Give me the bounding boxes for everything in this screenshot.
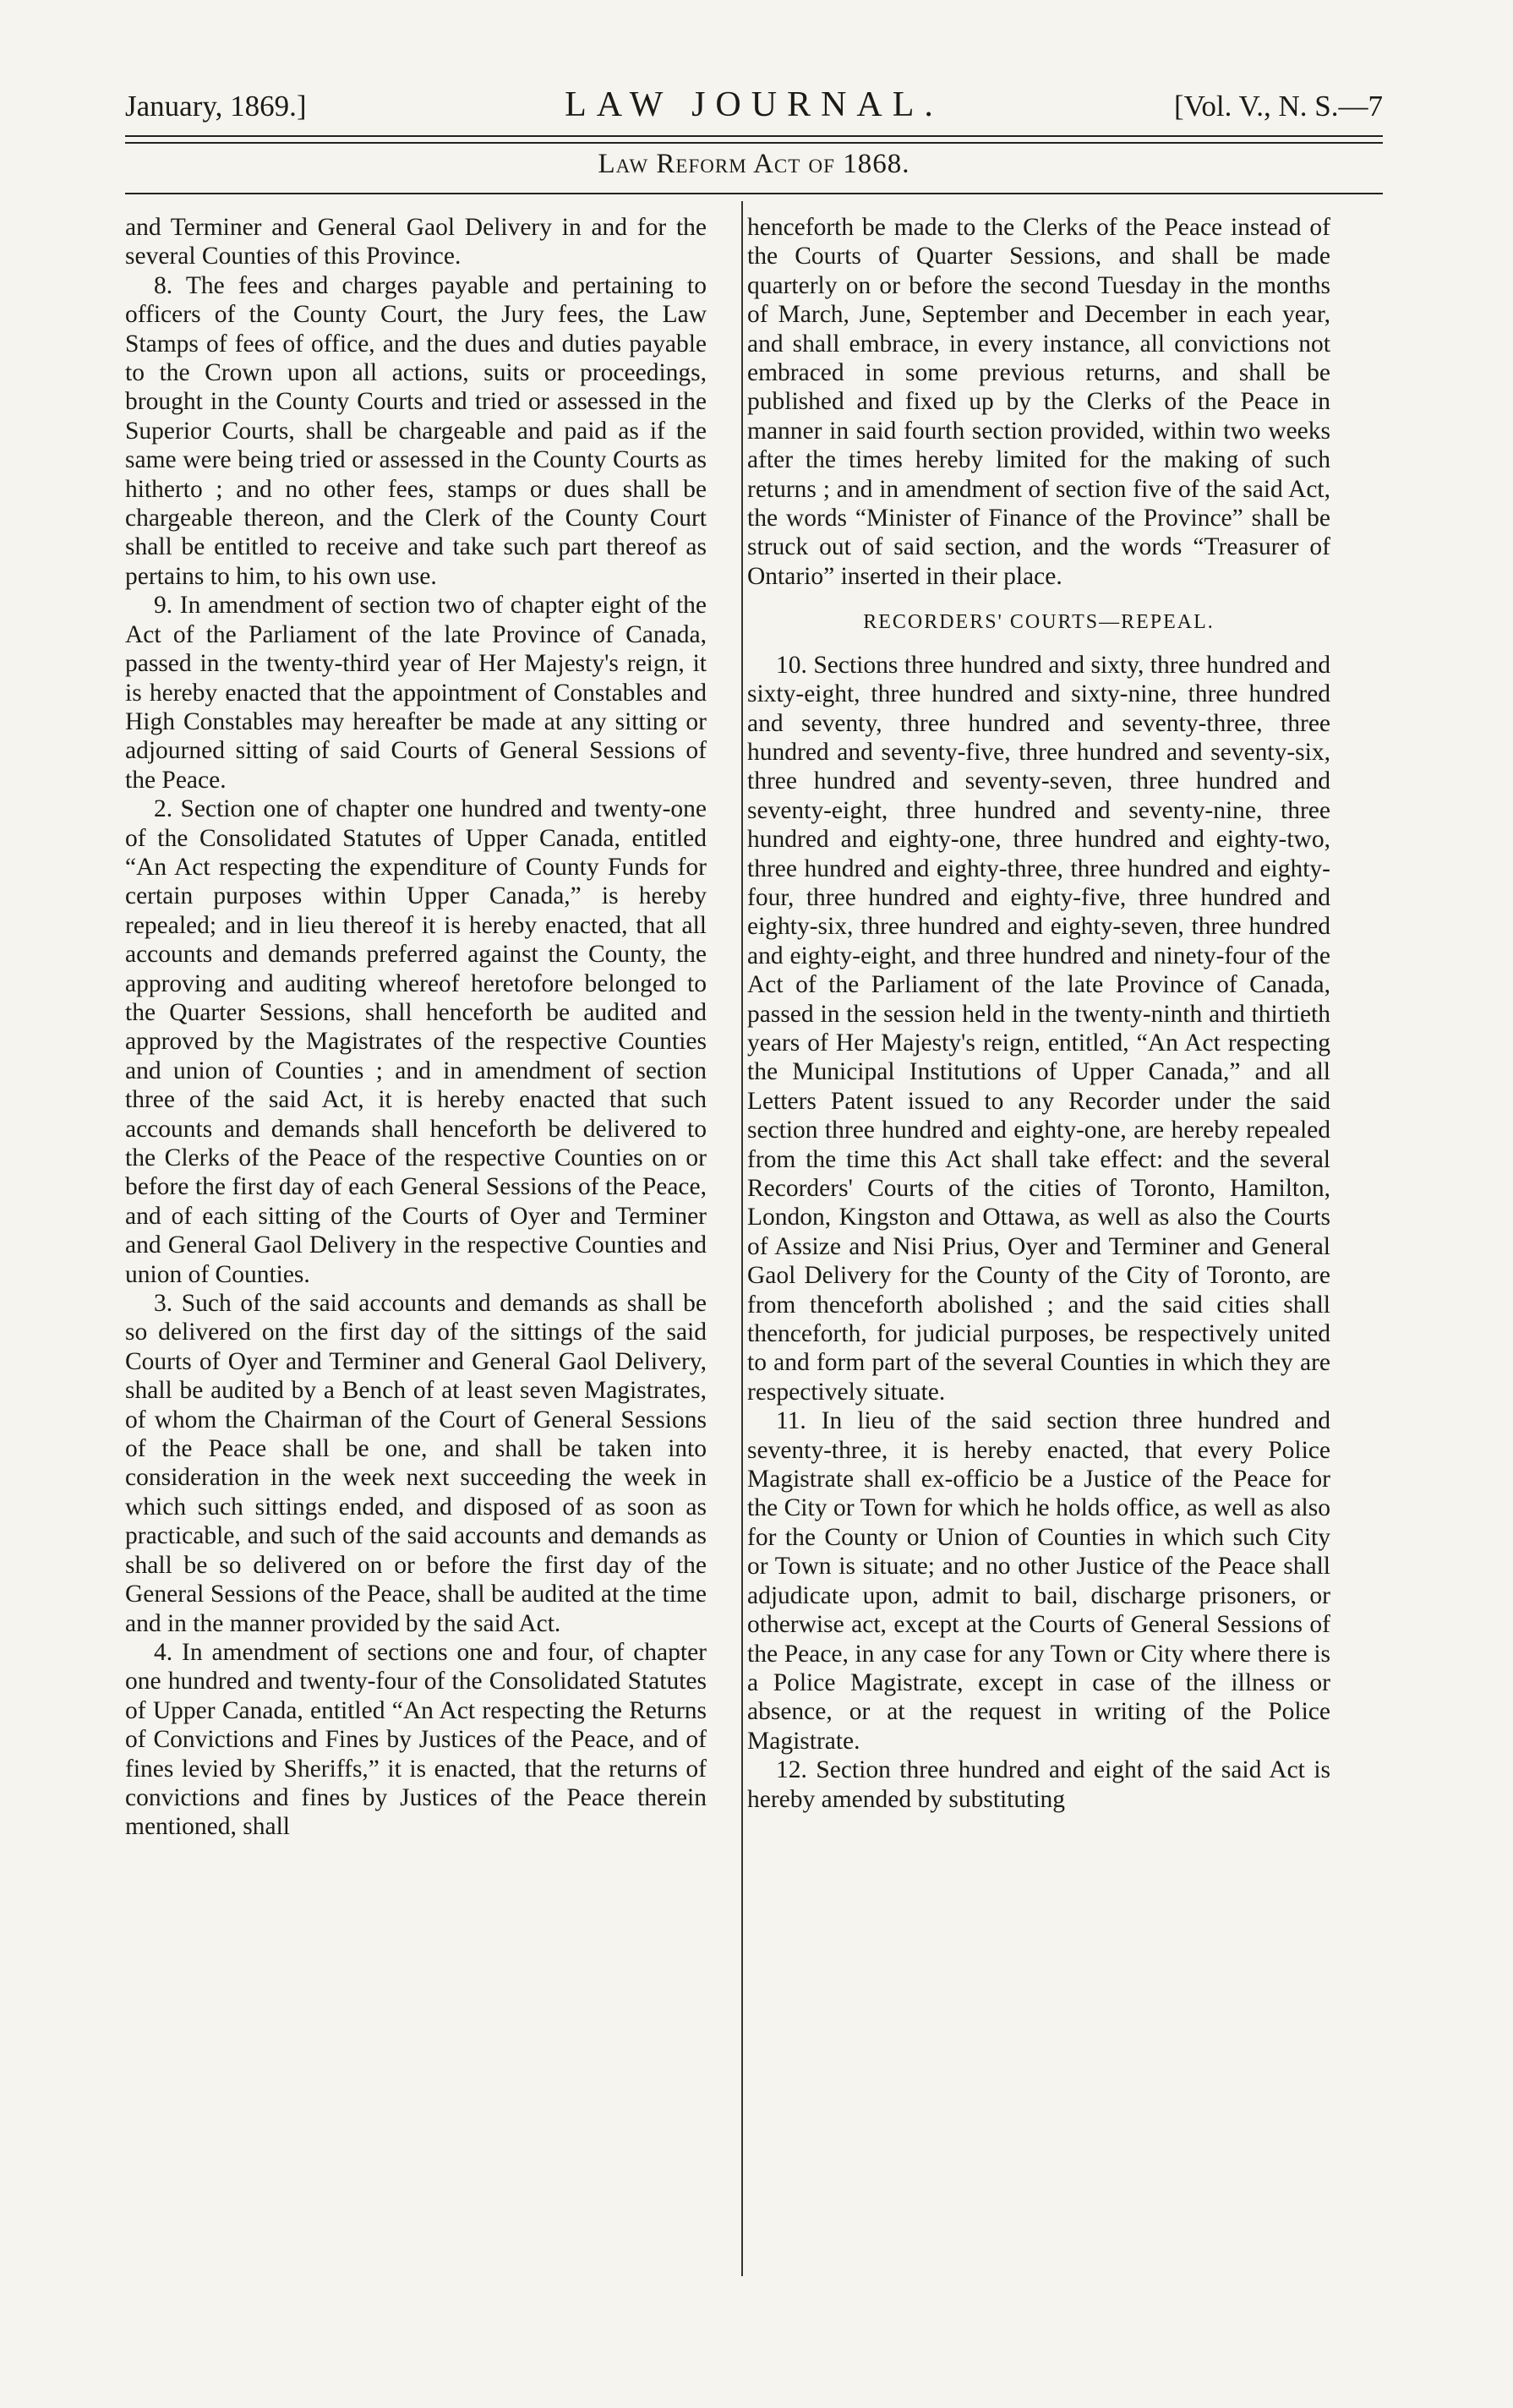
paragraph: 2. Section one of chapter one hundred and twenty-one of the Consolidated Statutes of Upper Canada, entitled “An Act respecting the expenditure of County Funds for certain purposes within Upper Canada,” is hereby repealed; and in lieu thereof it is hereby enacted, that all accounts and demands preferred against the County, the approving and auditing whereof heretofore belonged to the Quarter Sessions, shall henceforth be audited and approved by the Magistrates of the respective Counties and union of Counties ; and in amendment of section three of the said Act, it is hereby enacted that such accounts and demands shall henceforth be delivered to the Clerks of the Peace of the respective Counties on or before the first day of each General Sessions of the Peace, and of each sitting of the Courts of Oyer and Terminer and General Gaol Delivery in the respective Counties and union of Counties. [125,795,707,1288]
page-header [125,81,1383,132]
left-column [125,213,707,1842]
paragraph: 11. In lieu of the said section three hundred and seventy-three, it is hereby enacted, that every Police Magistrate shall ex-officio be a Justice of the Peace for the City or Town for which he holds office, as well as also for the County or Union of Counties in which such City or Town is situate; and no other Justice of the Peace shall adjudicate upon, admit to bail, discharge prisoners, or otherwise act, except at the Courts of General Sessions of the Peace, in any case for any Town or City where there is a Police Magistrate, except in case of the illness or absence, or at the request in writing of the Police Magistrate. [747,1407,1330,1755]
right-column [747,213,1330,1814]
header-date: January, 1869.] [125,90,307,123]
paragraph: 8. The fees and charges payable and pertaining to officers of the County Court, the Jury fees, the Law Stamps of fees of office, and the dues and duties payable to the Crown upon all actions, suits or proceedings, brought in the County Courts and tried or assessed in the Superior Courts, shall be chargeable and paid as if the same were being tried or assessed in the County Courts as hitherto ; and no other fees, stamps or dues shall be chargeable thereon, and the Clerk of the County Court shall be entitled to receive and take such part thereof as pertains to him, to his own use. [125,271,707,590]
paragraph: 10. Sections three hundred and sixty, three hundred and sixty-eight, three hundred and sixty-nine, three hundred and seventy, three hundred and seventy-three, three hundred and seventy-five, three hundred and seventy-six, three hundred and seventy-seven, three hundred and seventy-eight, three hundred and seventy-nine, three hundred and eighty-one, three hundred and eighty-two, three hundred and eighty-three, three hundred and eighty-four, three hundred and eighty-five, three hundred and eighty-six, three hundred and eighty-seven, three hundred and eighty-eight, and three hundred and ninety-four of the Act of the Parliament of the late Province of Canada, passed in the session held in the twenty-ninth and thirtieth years of Her Majesty's reign, entitled, “An Act respecting the Municipal Institutions of Upper Canada,” and all Letters Patent issued to any Recorder under the said section three hundred and eighty-one, are hereby repealed from the time this Act shall take effect: and the several Recorders' Courts of the cities of Toronto, Hamilton, London, Kingston and Ottawa, as well as also the Courts of Assize and Nisi Prius, Oyer and Terminer and General Gaol Delivery for the County of the City of Toronto, are from thenceforth abolished ; and the said cities shall thenceforth, for judicial purposes, be respectively united to and form part of the several Counties in which they are respectively situate. [747,651,1330,1406]
header-rule-bottom [125,142,1383,144]
paragraph: 9. In amendment of section two of chapter eight of the Act of the Parliament of the late Province of Canada, passed in the twenty-third year of Her Majesty's reign, it is hereby enacted that the appointment of Constables and High Constables may hereafter be made at any sitting or adjourned sitting of said Courts of General Sessions of the Peace. [125,592,707,794]
volume-page-number: [Vol. V., N. S.—7 [1173,90,1383,123]
column-divider [741,201,743,2276]
running-title: Law Reform Act of 1868. [598,149,910,179]
paragraph: and Terminer and General Gaol Delivery in and for the several Counties of this Province. [125,214,707,270]
running-title-rule [125,193,1383,194]
header-rule-top [125,135,1383,137]
paragraph: 4. In amendment of sections one and four, of chapter one hundred and twenty-four of the Consolidated Statutes of Upper Canada, entitled “An Act respecting the Returns of Convictions and Fines by Justices of the Peace, and of fines levied by Sheriffs,” it is enacted, that the returns of convictions and fines by Justices of the Peace therein mentioned, shall [125,1638,707,1841]
paragraph: 3. Such of the said accounts and demands as shall be so delivered on the first day of the sittings of the said Courts of Oyer and Terminer and General Gaol Delivery, shall be audited by a Bench of at least seven Magistrates, of whom the Chairman of the Court of General Sessions of the Peace shall be one, and shall be taken into consideration in the week next succeeding the week in which such sittings ended, and disposed of as soon as practicable, and such of the said accounts and demands as shall be so delivered on or before the first day of the General Sessions of the Peace, shall be audited at the time and in the manner provided by the said Act. [125,1290,707,1637]
journal-title: LAW JOURNAL. [565,85,943,124]
section-heading: RECORDERS' COURTS—REPEAL. [863,611,1215,634]
paragraph: henceforth be made to the Clerks of the Peace instead of the Courts of Quarter Sessions, and shall be made quarterly on or before the second Tuesday in the months of March, June, September and December in each year, and shall embrace, in every instance, all convictions not embraced in some previous returns, and shall be published and fixed up by the Clerks of the Peace in manner in said fourth section provided, within two weeks after the times hereby limited for the making of such returns ; and in amendment of section five of the said Act, the words “Minister of Finance of the Province” shall be struck out of said section, and the words “Treasurer of Ontario” inserted in their place. [747,214,1330,590]
paragraph: 12. Section three hundred and eight of the said Act is hereby amended by substituting [747,1756,1330,1813]
